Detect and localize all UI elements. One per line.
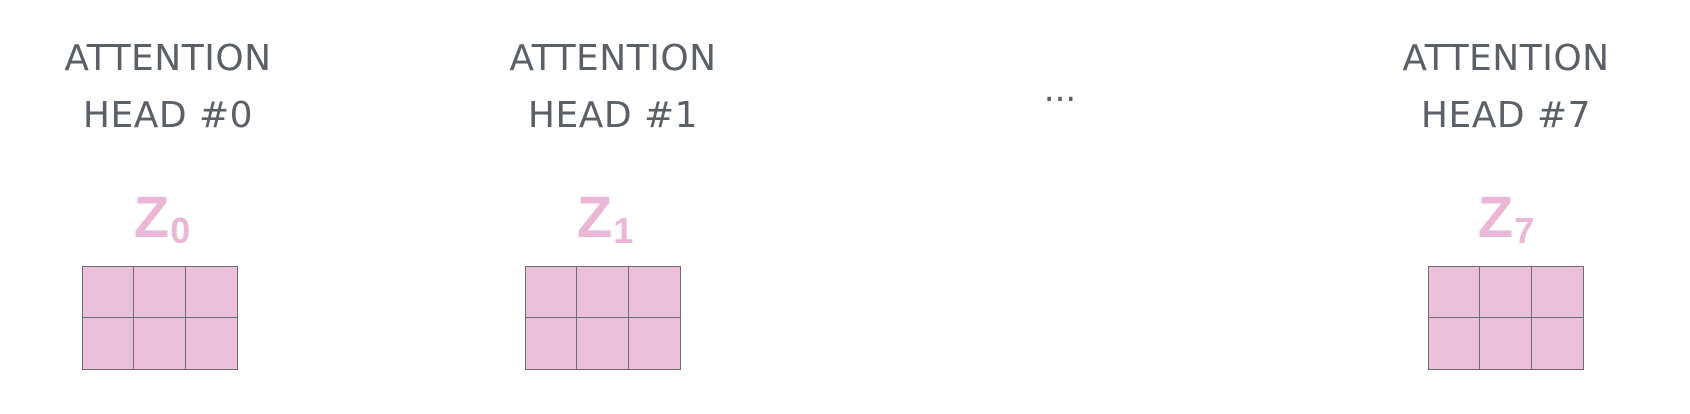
matrix-cell [1429, 267, 1480, 318]
head-0-z-letter: Z [133, 185, 170, 250]
head-1-z-matrix [525, 266, 681, 370]
head-7-z-subscript: 7 [1514, 210, 1535, 251]
head-0-z-subscript: 0 [170, 210, 191, 251]
matrix-cell [577, 267, 628, 318]
head-1-title-line2: HEAD #1 [527, 95, 699, 136]
matrix-cell [186, 318, 237, 369]
matrix-cell [1532, 267, 1583, 318]
head-7-z-matrix [1428, 266, 1584, 370]
head-0-z-matrix [82, 266, 238, 370]
matrix-cell [526, 318, 577, 369]
ellipsis: ... [1043, 70, 1077, 110]
head-7-title [1346, 30, 1666, 144]
head-1-z-subscript: 1 [613, 210, 634, 251]
head-7-z-label [1426, 185, 1586, 255]
head-1-title-line1: ATTENTION [509, 38, 717, 79]
head-0-z-label [82, 185, 242, 255]
matrix-cell [1480, 267, 1531, 318]
head-7-title-line2: HEAD #7 [1420, 95, 1592, 136]
matrix-cell [577, 318, 628, 369]
head-0-title-line1: ATTENTION [64, 38, 272, 79]
head-1-z-label [525, 185, 685, 255]
matrix-cell [1532, 318, 1583, 369]
matrix-cell [186, 267, 237, 318]
head-0-title-line2: HEAD #0 [82, 95, 254, 136]
head-1-z-letter: Z [576, 185, 613, 250]
head-7-z-letter: Z [1477, 185, 1514, 250]
matrix-cell [1480, 318, 1531, 369]
matrix-cell [134, 267, 185, 318]
matrix-cell [134, 318, 185, 369]
head-0-title [8, 30, 328, 144]
matrix-cell [1429, 318, 1480, 369]
matrix-cell [629, 267, 680, 318]
matrix-cell [83, 267, 134, 318]
matrix-cell [629, 318, 680, 369]
matrix-cell [83, 318, 134, 369]
matrix-cell [526, 267, 577, 318]
head-7-title-line1: ATTENTION [1402, 38, 1610, 79]
head-1-title [453, 30, 773, 144]
